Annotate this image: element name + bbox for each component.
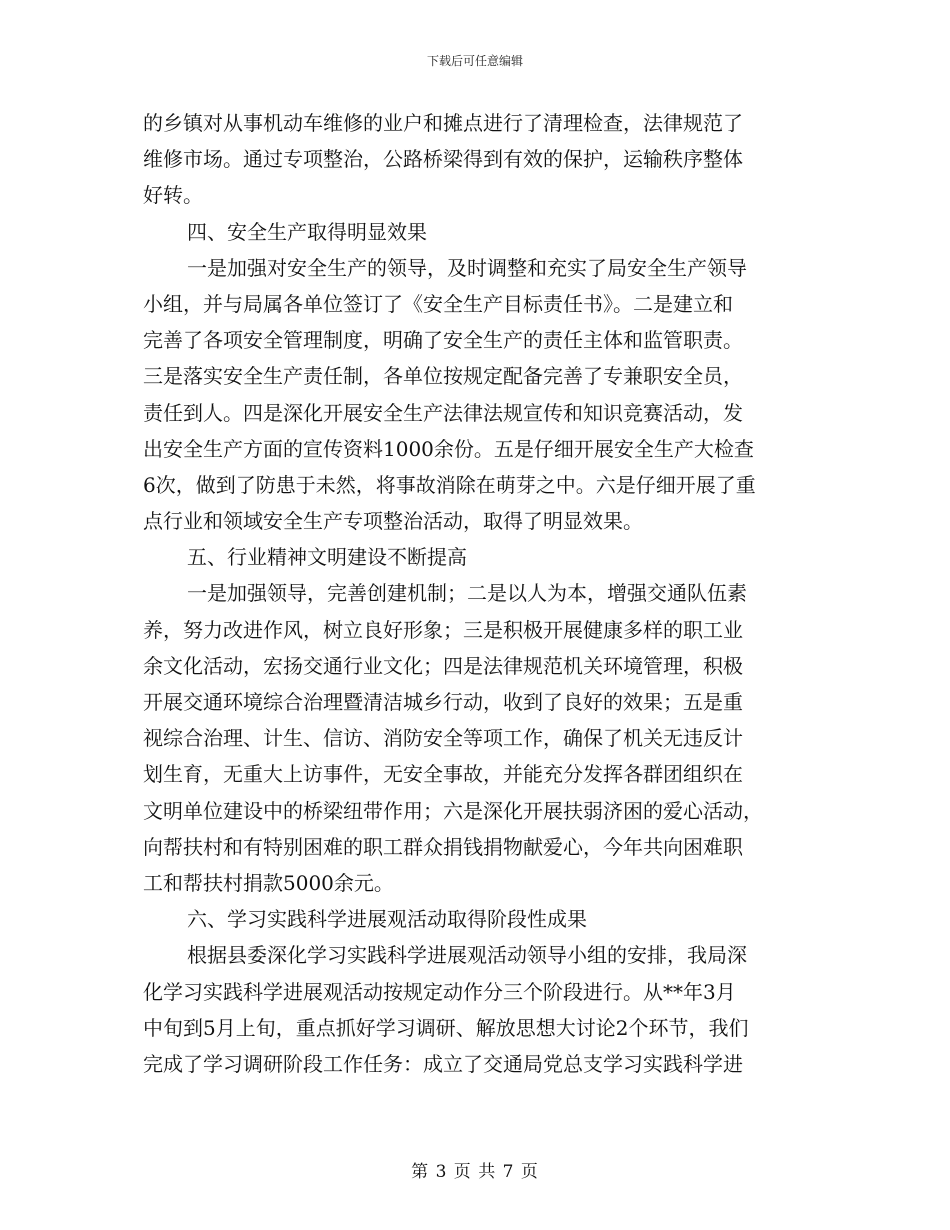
text-line: 化学习实践科学进展观活动按规定动作分三个阶段进行。从**年3月 <box>143 979 736 1004</box>
text-line: 好转。 <box>143 183 203 208</box>
text-line: 维修市场。通过专项整治，公路桥梁得到有效的保护，运输秩序整体 <box>143 147 743 172</box>
text-line: 五、行业精神文明建设不断提高 <box>187 545 467 570</box>
text-line: 工和帮扶村捐款5000余元。 <box>143 870 394 895</box>
text-line: 向帮扶村和有特别困难的职工群众捐钱捐物献爱心，今年共向困难职 <box>143 834 743 859</box>
page-header: 下载后可任意编辑 <box>426 54 523 68</box>
text-line: 6次，做到了防患于未然，将事故消除在萌芽之中。六是仔细开展了重 <box>143 472 756 497</box>
text-line: 文明单位建设中的桥梁纽带作用；六是深化开展扶弱济困的爱心活动， <box>143 798 763 823</box>
text-line: 三是落实安全生产责任制，各单位按规定配备完善了专兼职安全员， <box>143 364 743 389</box>
text-line: 开展交通环境综合治理暨清洁城乡行动，收到了良好的效果；五是重 <box>143 690 743 714</box>
text-line: 完善了各项安全管理制度，明确了安全生产的责任主体和监管职责。 <box>143 328 743 353</box>
page-footer: 第 3 页 共 7 页 <box>411 1162 539 1182</box>
text-line: 点行业和领域安全生产专项整治活动，取得了明显效果。 <box>143 509 643 534</box>
text-line: 完成了学习调研阶段工作任务：成立了交通局党总支学习实践科学进 <box>143 1051 743 1076</box>
text-line: 根据县委深化学习实践科学进展观活动领导小组的安排，我局深 <box>187 943 747 968</box>
text-line: 的乡镇对从事机动车维修的业户和摊点进行了清理检查，法律规范了 <box>143 111 743 135</box>
text-line: 视综合治理、计生、信访、消防安全等项工作，确保了机关无违反计 <box>143 726 743 751</box>
text-line: 出安全生产方面的宣传资料1000余份。五是仔细开展安全生产大检查 <box>143 436 754 461</box>
text-line: 划生育，无重大上访事件，无安全事故，并能充分发挥各群团组织在 <box>143 762 743 787</box>
text-line: 六、学习实践科学进展观活动取得阶段性成果 <box>187 907 587 932</box>
text-line: 责任到人。四是深化开展安全生产法律法规宣传和知识竞赛活动，发 <box>143 400 743 425</box>
text-line: 中旬到5月上旬，重点抓好学习调研、解放思想大讨论2个环节，我们 <box>143 1015 749 1040</box>
text-line: 一是加强领导，完善创建机制；二是以人为本，增强交通队伍素 <box>187 581 747 606</box>
document-body <box>143 105 808 1082</box>
text-line: 四、安全生产取得明显效果 <box>187 219 427 244</box>
text-line: 余文化活动，宏扬交通行业文化；四是法律规范机关环境管理，积极 <box>143 653 743 678</box>
text-line: 小组，并与局属各单位签订了《安全生产目标责任书》。二是建立和 <box>143 291 733 316</box>
text-line: 养，努力改进作风，树立良好形象；三是积极开展健康多样的职工业 <box>143 617 743 642</box>
text-line: 一是加强对安全生产的领导，及时调整和充实了局安全生产领导 <box>187 255 747 280</box>
